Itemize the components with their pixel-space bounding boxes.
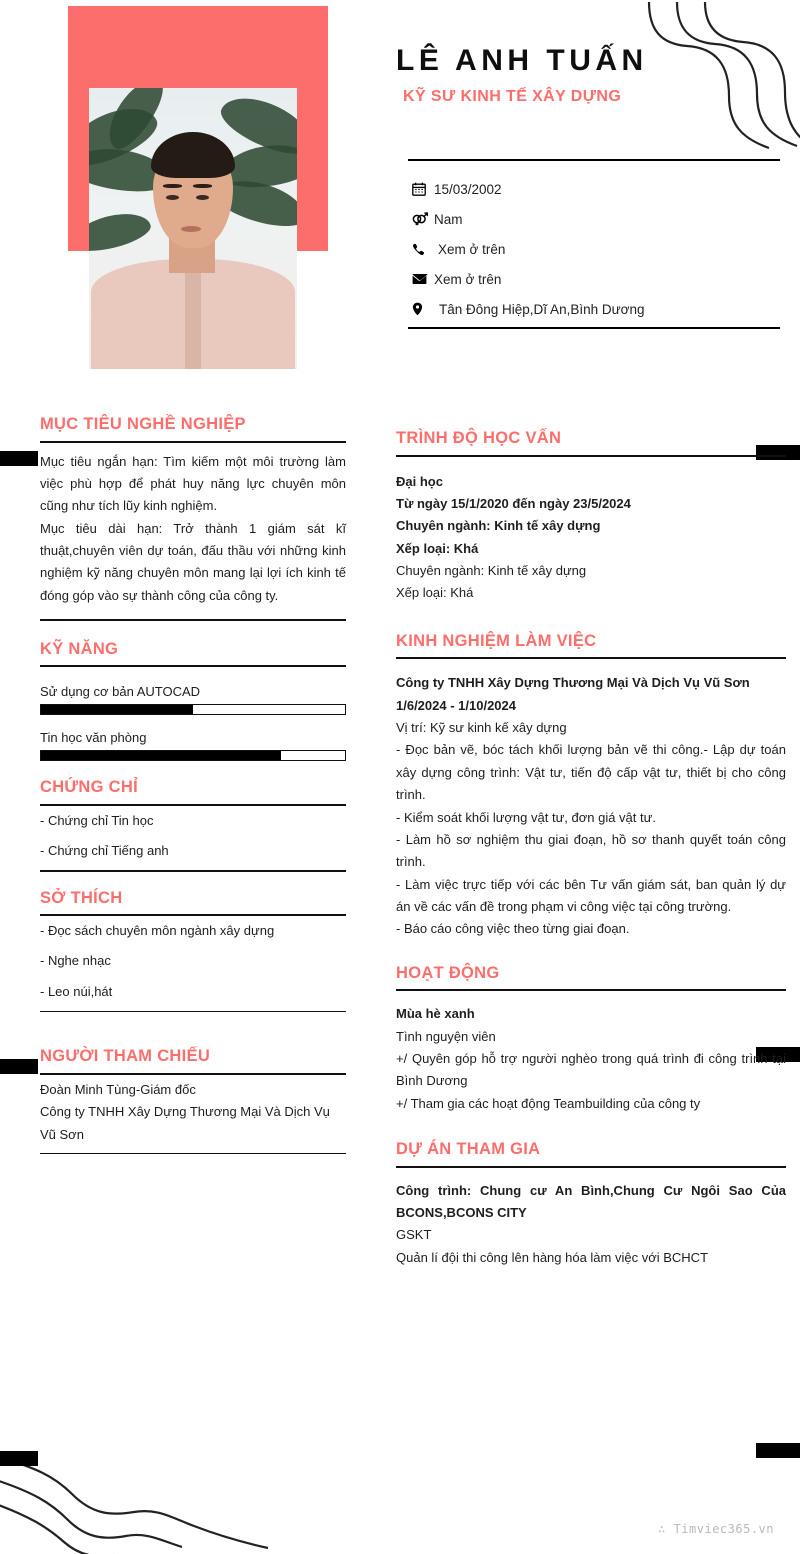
section-title-skills: KỸ NĂNG <box>40 639 119 658</box>
skill-progress-bar <box>40 704 346 715</box>
skill-label: Tin học văn phòng <box>40 730 147 746</box>
photo-block <box>0 0 360 380</box>
section-bottom-rule <box>40 1153 346 1155</box>
header <box>396 44 786 106</box>
experience-duty: - Làm việc trực tiếp với các bên Tư vấn giám sát, ban quản lý dự án về các vấn đề trong phạm vi công việc tại công trường. <box>396 876 786 914</box>
section-projects <box>396 1139 786 1269</box>
list-item: - Nghe nhạc <box>40 953 111 969</box>
experience-duty: - Báo cáo công việc theo từng giai đoạn. <box>396 921 630 937</box>
location-pin-icon <box>412 302 434 316</box>
section-rule <box>396 455 786 457</box>
section-title-experience: KINH NGHIỆM LÀM VIỆC <box>396 631 597 650</box>
list-item: - Đọc sách chuyên môn ngành xây dựng <box>40 923 275 939</box>
list-item: - Leo núi,hát <box>40 983 113 999</box>
contact-value: Tân Đông Hiệp,Dĩ An,Bình Dương <box>439 301 645 317</box>
contact-value: Xem ở trên <box>434 271 502 287</box>
contact-row-phone <box>412 234 792 264</box>
envelope-icon <box>412 273 434 285</box>
contact-value: 15/03/2002 <box>434 181 502 197</box>
education-major: Chuyên ngành: Kinh tế xây dựng <box>396 563 587 579</box>
contact-row-email <box>412 264 792 294</box>
section-hobbies <box>40 888 346 1013</box>
activity-detail: +/ Tham gia các hoạt động Teambuilding của công ty <box>396 1095 701 1111</box>
section-education <box>396 428 786 605</box>
experience-duty: - Kiểm soát khối lượng vật tư, đơn giá vật tư. <box>396 809 656 825</box>
right-column <box>396 428 786 1269</box>
section-bottom-rule <box>40 619 346 621</box>
education-major-bold: Chuyên ngành: Kinh tế xây dựng <box>396 518 601 534</box>
section-reference <box>40 1046 346 1154</box>
accent-bar-left-footer <box>0 1451 38 1466</box>
section-rule <box>396 989 786 991</box>
education-grade: Xếp loại: Khá <box>396 585 474 601</box>
experience-company: Công ty TNHH Xây Dựng Thương Mại Và Dịch Vụ Vũ Sơn <box>396 675 750 691</box>
experience-duty: - Làm hồ sơ nghiệm thu giai đoạn, hồ sơ thanh quyết toán công trình. <box>396 831 786 870</box>
section-bottom-rule <box>40 1011 346 1013</box>
contact-value: Xem ở trên <box>438 241 506 257</box>
section-title-projects: DỰ ÁN THAM GIA <box>396 1140 541 1159</box>
section-title-education: TRÌNH ĐỘ HỌC VẤN <box>396 429 562 447</box>
activity-detail: +/ Quyên góp hỗ trợ người nghèo trong quá trình đi công trình tại Bình Dương <box>396 1051 786 1089</box>
education-dates: Từ ngày 15/1/2020 đến ngày 23/5/2024 <box>396 495 631 511</box>
section-title-hobbies: SỞ THÍCH <box>40 888 123 907</box>
section-rule <box>40 1073 346 1075</box>
section-rule <box>40 665 346 667</box>
objective-short-term: Mục tiêu ngắn hạn: Tìm kiếm một môi trường làm việc phù hợp để phát huy năng lực chuyên môn cũng như tích lũy kinh nghiệm. <box>40 453 346 514</box>
avatar <box>89 88 297 369</box>
person-eye <box>166 195 179 200</box>
phone-icon <box>412 243 434 256</box>
shirt-placket <box>185 259 201 369</box>
person-eyebrow <box>193 184 212 188</box>
section-title-reference: NGƯỜI THAM CHIẾU <box>40 1047 211 1066</box>
experience-period: 1/6/2024 - 1/10/2024 <box>396 697 516 713</box>
calendar-icon <box>412 182 434 196</box>
section-skills <box>40 639 346 762</box>
contact-row-address <box>412 294 792 324</box>
section-title-objective: MỤC TIÊU NGHỀ NGHIỆP <box>40 415 246 433</box>
activity-name: Mùa hè xanh <box>396 1006 475 1022</box>
contact-list <box>412 174 792 324</box>
job-title: KỸ SƯ KINH TẾ XÂY DỰNG <box>403 87 622 105</box>
left-column <box>40 414 346 1154</box>
skill-label: Sử dụng cơ bản AUTOCAD <box>40 684 201 700</box>
education-degree: Đại học <box>396 473 443 489</box>
contact-row-birthdate <box>412 174 792 204</box>
section-rule <box>396 1166 786 1168</box>
header-divider-top <box>408 159 780 161</box>
wave-lines-decoration-bottom-left <box>0 1414 300 1554</box>
project-name: Công trình: Chung cư An Bình,Chung Cư Ngôi Sao Của BCONS,BCONS CITY <box>396 1182 786 1221</box>
experience-duty: - Đọc bản vẽ, bóc tách khối lượng bản vẽ thi công.- Lập dự toán xây dựng công trình: Vật tư, tiến độ cấp vật tư, thiết bị cho công trình. <box>396 742 786 803</box>
person-mouth <box>181 226 201 232</box>
skill-item <box>40 730 346 761</box>
page-title: LÊ ANH TUẤN <box>396 44 648 77</box>
gender-icon <box>412 212 434 226</box>
section-certificates <box>40 777 346 871</box>
person-eye <box>196 195 209 200</box>
objective-long-term: Mục tiêu dài hạn: Trở thành 1 giám sát kĩ thuật,chuyên viên dự toán, đấu thầu với những kinh nghiệm kỹ năng chuyên môn mang lại lợi ích kinh tế đóng góp vào sự thành công của công ty. <box>40 520 346 603</box>
project-detail: Quản lí đội thi công lên hàng hóa làm việc với BCHCT <box>396 1249 709 1265</box>
accent-bar-left-objective <box>0 451 38 466</box>
project-role: GSKT <box>396 1227 432 1243</box>
list-item: - Chứng chỉ Tin học <box>40 812 154 828</box>
section-objective <box>40 414 346 621</box>
skill-progress-fill <box>41 751 281 760</box>
contact-row-gender <box>412 204 792 234</box>
section-title-activities: HOẠT ĐỘNG <box>396 963 500 982</box>
list-item: - Chứng chỉ Tiếng anh <box>40 843 169 859</box>
reference-person: Đoàn Minh Tùng-Giám đốc <box>40 1081 196 1097</box>
skill-item <box>40 684 346 715</box>
header-divider-bottom <box>408 327 780 329</box>
activity-role: Tình nguyện viên <box>396 1028 496 1044</box>
contact-value: Nam <box>434 211 463 227</box>
watermark: ∴ Timviec365.vn <box>658 1522 774 1536</box>
section-activities <box>396 963 786 1115</box>
experience-position: Vị trí: Kỹ sư kinh kế xây dựng <box>396 720 567 736</box>
section-bottom-rule <box>40 870 346 872</box>
reference-company: Công ty TNHH Xây Dựng Thương Mại Và Dịch Vụ Vũ Sơn <box>40 1104 330 1142</box>
section-rule <box>40 441 346 443</box>
section-rule <box>396 657 786 659</box>
skill-progress-bar <box>40 750 346 761</box>
section-title-certificates: CHỨNG CHỈ <box>40 778 138 797</box>
person-eyebrow <box>163 184 182 188</box>
accent-bar-left-reference <box>0 1059 38 1074</box>
accent-bar-right-footer <box>756 1443 800 1458</box>
section-experience <box>396 631 786 941</box>
skill-progress-fill <box>41 705 193 714</box>
education-grade-bold: Xếp loại: Khá <box>396 540 479 556</box>
